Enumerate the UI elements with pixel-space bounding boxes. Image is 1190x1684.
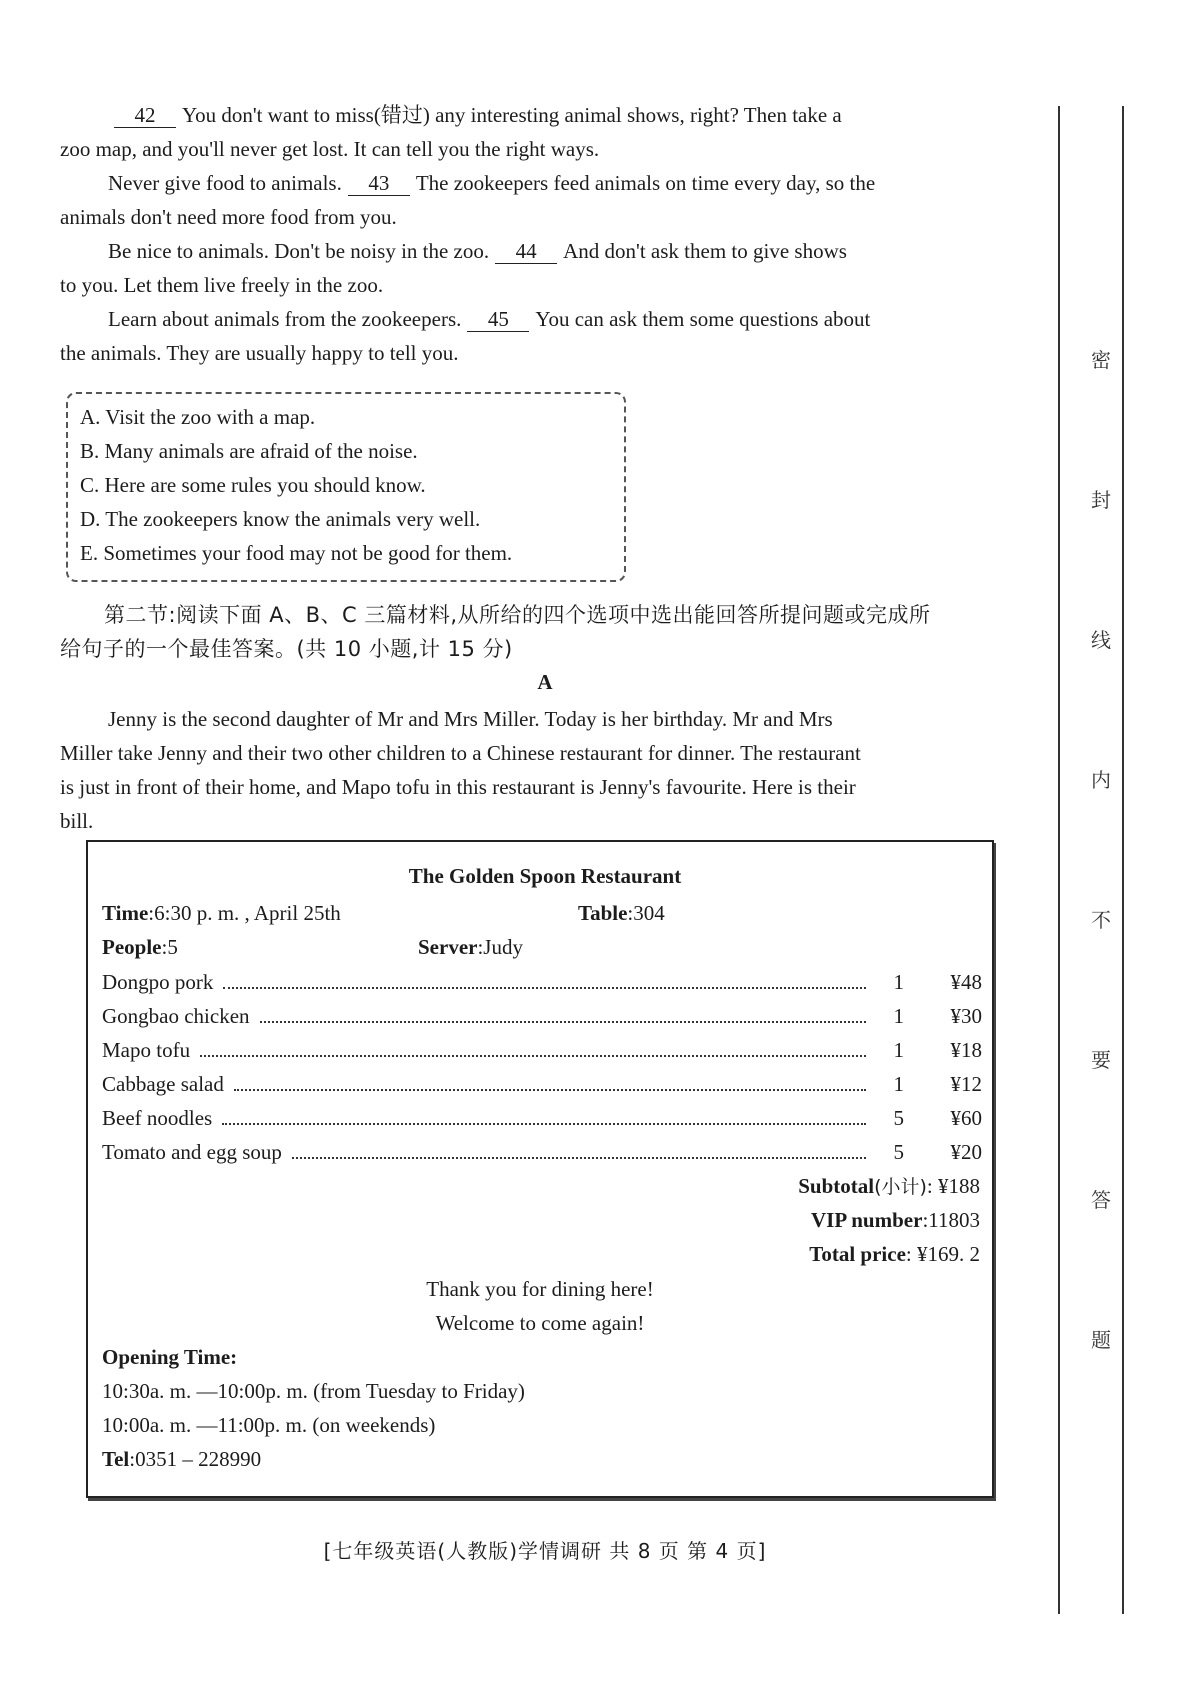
blank-44: 44 (495, 239, 557, 264)
passage-a (60, 702, 1028, 838)
option-b: B. Many animals are afraid of the noise. (80, 439, 418, 463)
bill-item (102, 1034, 982, 1066)
p43-text-c: animals don't need more food from you. (60, 205, 397, 229)
bill-time (102, 898, 341, 928)
bill-table (578, 898, 665, 928)
seal-char: 线 (1091, 628, 1111, 652)
bill-item-price: ¥60 (950, 1106, 982, 1130)
bill-thanks-2: Welcome to come again! (435, 1311, 645, 1335)
bill-item-name: Dongpo pork (102, 970, 214, 994)
p42-text-b: zoo map, and you'll never get lost. It can tell you the right ways. (60, 137, 600, 161)
p43-text-b: The zookeepers feed animals on time every day, so the (415, 171, 876, 195)
seal-line-left (1058, 106, 1060, 1614)
vip-value: :11803 (922, 1208, 980, 1232)
subtotal-cn: (小计) (874, 1176, 927, 1198)
total-value: : ¥169. 2 (905, 1242, 980, 1266)
blank-43: 43 (348, 171, 410, 196)
bill-item-name: Tomato and egg soup (102, 1140, 282, 1164)
bill-time-label: Time (102, 901, 149, 925)
seal-char: 题 (1091, 1328, 1111, 1352)
passage-a-line2: Miller take Jenny and their two other children to a Chinese restaurant for dinner. The restaurant (60, 741, 861, 765)
bill-server-value: :Judy (477, 935, 523, 959)
bill-item-qty: 1 (893, 1072, 904, 1096)
bill-server-label: Server (418, 935, 478, 959)
paragraph-44 (60, 234, 1028, 302)
page-footer: [七年级英语(人教版)学情调研 共 8 页 第 4 页] (323, 1539, 767, 1563)
bill-total (809, 1238, 980, 1270)
blank-45: 45 (467, 307, 529, 332)
option-a: A. Visit the zoo with a map. (80, 405, 316, 429)
p45-text-a: Learn about animals from the zookeepers. (108, 307, 462, 331)
bill-server (418, 932, 523, 962)
bill-tel (102, 1444, 261, 1474)
tel-label: Tel (102, 1447, 130, 1471)
seal-char: 封 (1091, 488, 1111, 512)
option-d: D. The zookeepers know the animals very well. (80, 507, 481, 531)
bill-item-name: Cabbage salad (102, 1072, 224, 1096)
blank-42: 42 (114, 103, 176, 128)
total-label: Total price (809, 1242, 906, 1266)
bill-people (102, 932, 178, 962)
leader-dots (292, 1157, 866, 1159)
seal-char: 内 (1091, 768, 1111, 792)
bill-item (102, 966, 982, 998)
subtotal-label: Subtotal (798, 1174, 875, 1198)
bill-item (102, 1102, 982, 1134)
bill-table-value: :304 (627, 901, 665, 925)
bill-item-name: Mapo tofu (102, 1038, 191, 1062)
paragraph-42 (60, 98, 1028, 166)
option-e: E. Sometimes your food may not be good for them. (80, 541, 513, 565)
opening-time-label: Opening Time: (102, 1345, 238, 1369)
bill-vip (811, 1204, 980, 1236)
seal-char: 答 (1091, 1188, 1111, 1212)
bill-item-price: ¥48 (950, 970, 982, 994)
p45-text-b: You can ask them some questions about (535, 307, 871, 331)
bill-item-name: Gongbao chicken (102, 1004, 250, 1028)
leader-dots (222, 1123, 866, 1125)
seal-char: 密 (1091, 348, 1111, 372)
passage-a-line1: Jenny is the second daughter of Mr and Mrs Miller. Today is her birthday. Mr and Mrs (108, 707, 833, 731)
bill-time-value: :6:30 p. m. , April 25th (148, 901, 341, 925)
bill-item (102, 1000, 982, 1032)
bill-item-qty: 5 (893, 1140, 904, 1164)
bill-subtotal (798, 1170, 980, 1203)
paragraph-43 (60, 166, 1028, 234)
opening-time-weekends: 10:00a. m. —11:00p. m. (on weekends) (102, 1413, 436, 1437)
section-2-instructions (60, 598, 1028, 666)
leader-dots (260, 1021, 866, 1023)
bill-item-price: ¥18 (950, 1038, 982, 1062)
p45-text-c: the animals. They are usually happy to tell you. (60, 341, 459, 365)
passage-a-heading: A (537, 670, 553, 694)
seal-char: 不 (1091, 908, 1111, 932)
passage-a-line4: bill. (60, 809, 94, 833)
bill-item-name: Beef noodles (102, 1106, 213, 1130)
section-2-line1: 第二节:阅读下面 A、B、C 三篇材料,从所给的四个选项中选出能回答所提问题或完成所 (104, 603, 931, 627)
tel-value: :0351 – 228990 (129, 1447, 262, 1471)
bill-item (102, 1136, 982, 1168)
bill-people-label: People (102, 935, 162, 959)
option-c: C. Here are some rules you should know. (80, 473, 426, 497)
vip-label: VIP number (811, 1208, 923, 1232)
opening-time-weekdays: 10:30a. m. —10:00p. m. (from Tuesday to Friday) (102, 1379, 525, 1403)
subtotal-value: : ¥188 (926, 1174, 980, 1198)
bill-item-price: ¥12 (950, 1072, 982, 1096)
paragraph-45 (60, 302, 1028, 370)
leader-dots (223, 987, 866, 989)
bill-item (102, 1068, 982, 1100)
bill-item-price: ¥20 (950, 1140, 982, 1164)
bill-item-qty: 5 (893, 1106, 904, 1130)
p44-text-b: And don't ask them to give shows (563, 239, 847, 263)
section-2-line2: 给句子的一个最佳答案。(共 10 小题,计 15 分) (60, 637, 513, 661)
p44-text-c: to you. Let them live freely in the zoo. (60, 273, 384, 297)
bill-thanks-1: Thank you for dining here! (426, 1277, 654, 1301)
bill-item-qty: 1 (893, 1038, 904, 1062)
passage-a-line3: is just in front of their home, and Mapo tofu in this restaurant is Jenny's favourite. Here is their (60, 775, 856, 799)
bill-item-price: ¥30 (950, 1004, 982, 1028)
seal-line-right (1122, 106, 1124, 1614)
p44-text-a: Be nice to animals. Don't be noisy in the zoo. (108, 239, 490, 263)
bill-people-value: :5 (161, 935, 178, 959)
p42-text-a: You don't want to miss(错过) any interesting animal shows, right? Then take a (182, 103, 842, 127)
leader-dots (200, 1055, 866, 1057)
bill-item-qty: 1 (893, 1004, 904, 1028)
bill-table-label: Table (578, 901, 628, 925)
bill-item-qty: 1 (893, 970, 904, 994)
seal-char: 要 (1091, 1048, 1111, 1072)
bill-title: The Golden Spoon Restaurant (408, 864, 682, 888)
leader-dots (234, 1089, 866, 1091)
p43-text-a: Never give food to animals. (108, 171, 342, 195)
